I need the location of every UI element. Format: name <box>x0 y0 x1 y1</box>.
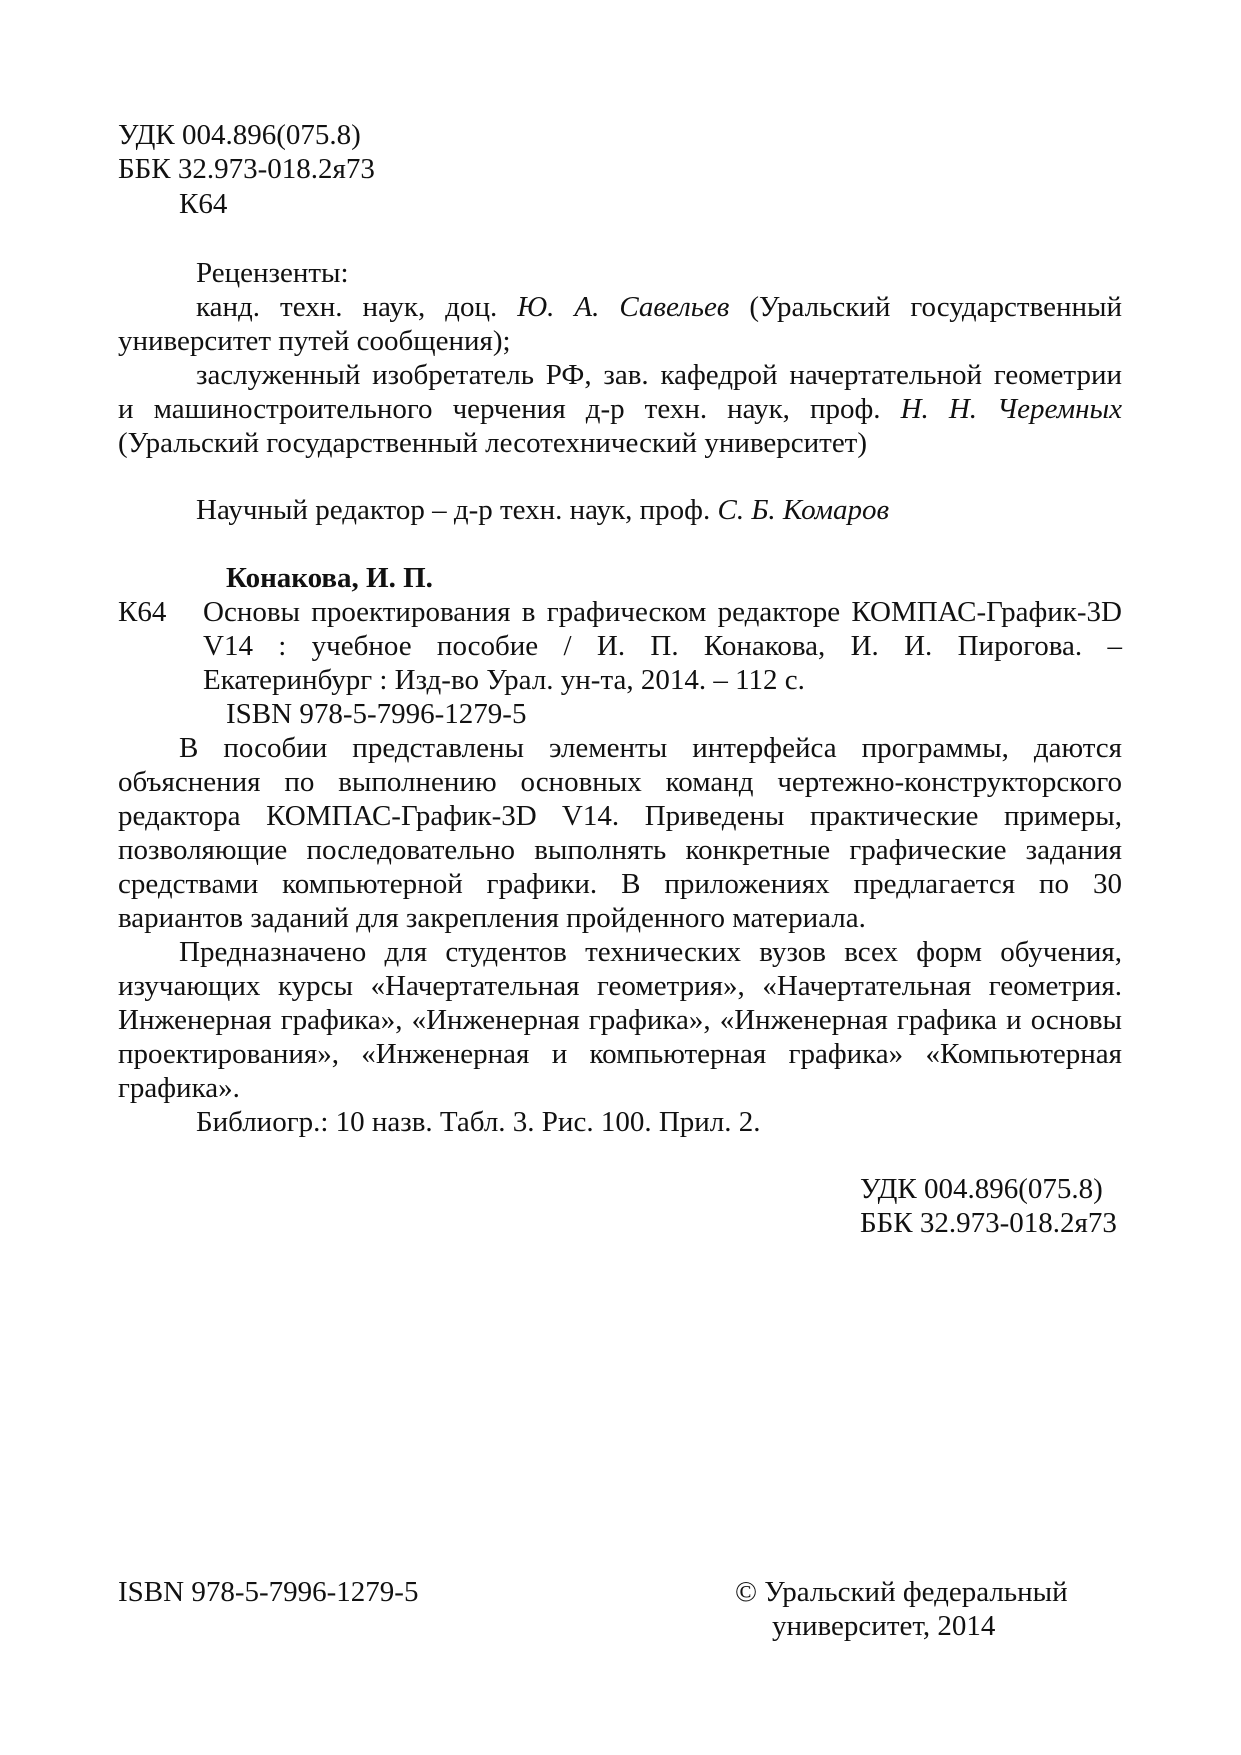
biblio-isbn: ISBN 978-5-7996-1279-5 <box>226 698 527 730</box>
annotation-p2-line: проектирования», «Инженерная и компьютерная графика» «Компьютерная <box>118 1038 1122 1070</box>
scientific-editor <box>196 493 889 527</box>
reviewer-2-prefix: и машиностроительного черчения д-р техн. наук, проф. <box>118 393 881 425</box>
reviewer-1-suffix: (Уральский государственный <box>749 291 1123 323</box>
annotation-p1-line: позволяющие последовательно выполнять конкретные графические задания <box>118 834 1122 866</box>
reviewer-2-line-3: (Уральский государственный лесотехнический университет) <box>118 427 868 459</box>
reviewer-1-name: Ю. А. Савельев <box>517 291 730 323</box>
annotation-p2-line: Инженерная графика», «Инженерная графика», «Инженерная графика и основы <box>118 1004 1122 1036</box>
annotation-p1-line: вариантов заданий для закрепления пройденного материала. <box>118 902 866 934</box>
footer-isbn: ISBN 978-5-7996-1279-5 <box>118 1576 419 1608</box>
annotation-p2-line: изучающих курсы «Начертательная геометрия», «Начертательная геометрия. <box>118 970 1122 1002</box>
author-mark: К64 <box>179 188 228 220</box>
editor-prefix: Научный редактор – д-р техн. наук, проф. <box>196 494 711 526</box>
reviewer-1-prefix: канд. техн. наук, доц. <box>196 291 498 323</box>
udk-code-right: УДК 004.896(075.8) <box>860 1173 1103 1205</box>
reviewer-2-line-1: заслуженный изобретатель РФ, зав. кафедрой начертательной геометрии <box>196 359 1122 391</box>
reviewer-1-line <box>196 290 1122 324</box>
copyright-line-1: © Уральский федеральный <box>735 1576 1068 1608</box>
biblio-stats: Библиогр.: 10 назв. Табл. 3. Рис. 100. Прил. 2. <box>196 1106 761 1138</box>
reviewer-2-line-2 <box>118 392 1122 426</box>
annotation-p1-line: В пособии представлены элементы интерфейса программы, даются <box>179 732 1122 764</box>
reviewer-2-name: Н. Н. Черемных <box>900 393 1123 425</box>
copyright-line-2: университет, 2014 <box>772 1610 996 1642</box>
annotation-p1-line: объяснения по выполнению основных команд чертежно-конструкторского <box>118 766 1122 798</box>
biblio-line-3: Екатеринбург : Изд-во Урал. ун-та, 2014. – 112 с. <box>203 664 805 696</box>
book-author: Конакова, И. П. <box>226 562 433 594</box>
biblio-line-2: V14 : учебное пособие / И. П. Конакова, И. И. Пирогова. – <box>203 630 1122 662</box>
biblio-mark: К64 <box>118 596 167 628</box>
bbk-code: ББК 32.973-018.2я73 <box>118 153 375 185</box>
reviewers-heading: Рецензенты: <box>196 257 349 289</box>
annotation-p1-line: редактора КОМПАС-График-3D V14. Приведены практические примеры, <box>118 800 1122 832</box>
annotation-p2-line: Предназначено для студентов технических вузов всех форм обучения, <box>179 936 1122 968</box>
annotation-p2-line: графика». <box>118 1072 240 1104</box>
biblio-line-1: Основы проектирования в графическом редакторе КОМПАС-График-3D <box>203 596 1122 628</box>
bbk-code-right: ББК 32.973-018.2я73 <box>860 1207 1117 1239</box>
reviewer-1-continuation: университет путей сообщения); <box>118 325 511 357</box>
annotation-p1-line: средствами компьютерной графики. В приложениях предлагается по 30 <box>118 868 1122 900</box>
editor-name: С. Б. Комаров <box>717 494 890 526</box>
udk-code: УДК 004.896(075.8) <box>118 119 361 151</box>
